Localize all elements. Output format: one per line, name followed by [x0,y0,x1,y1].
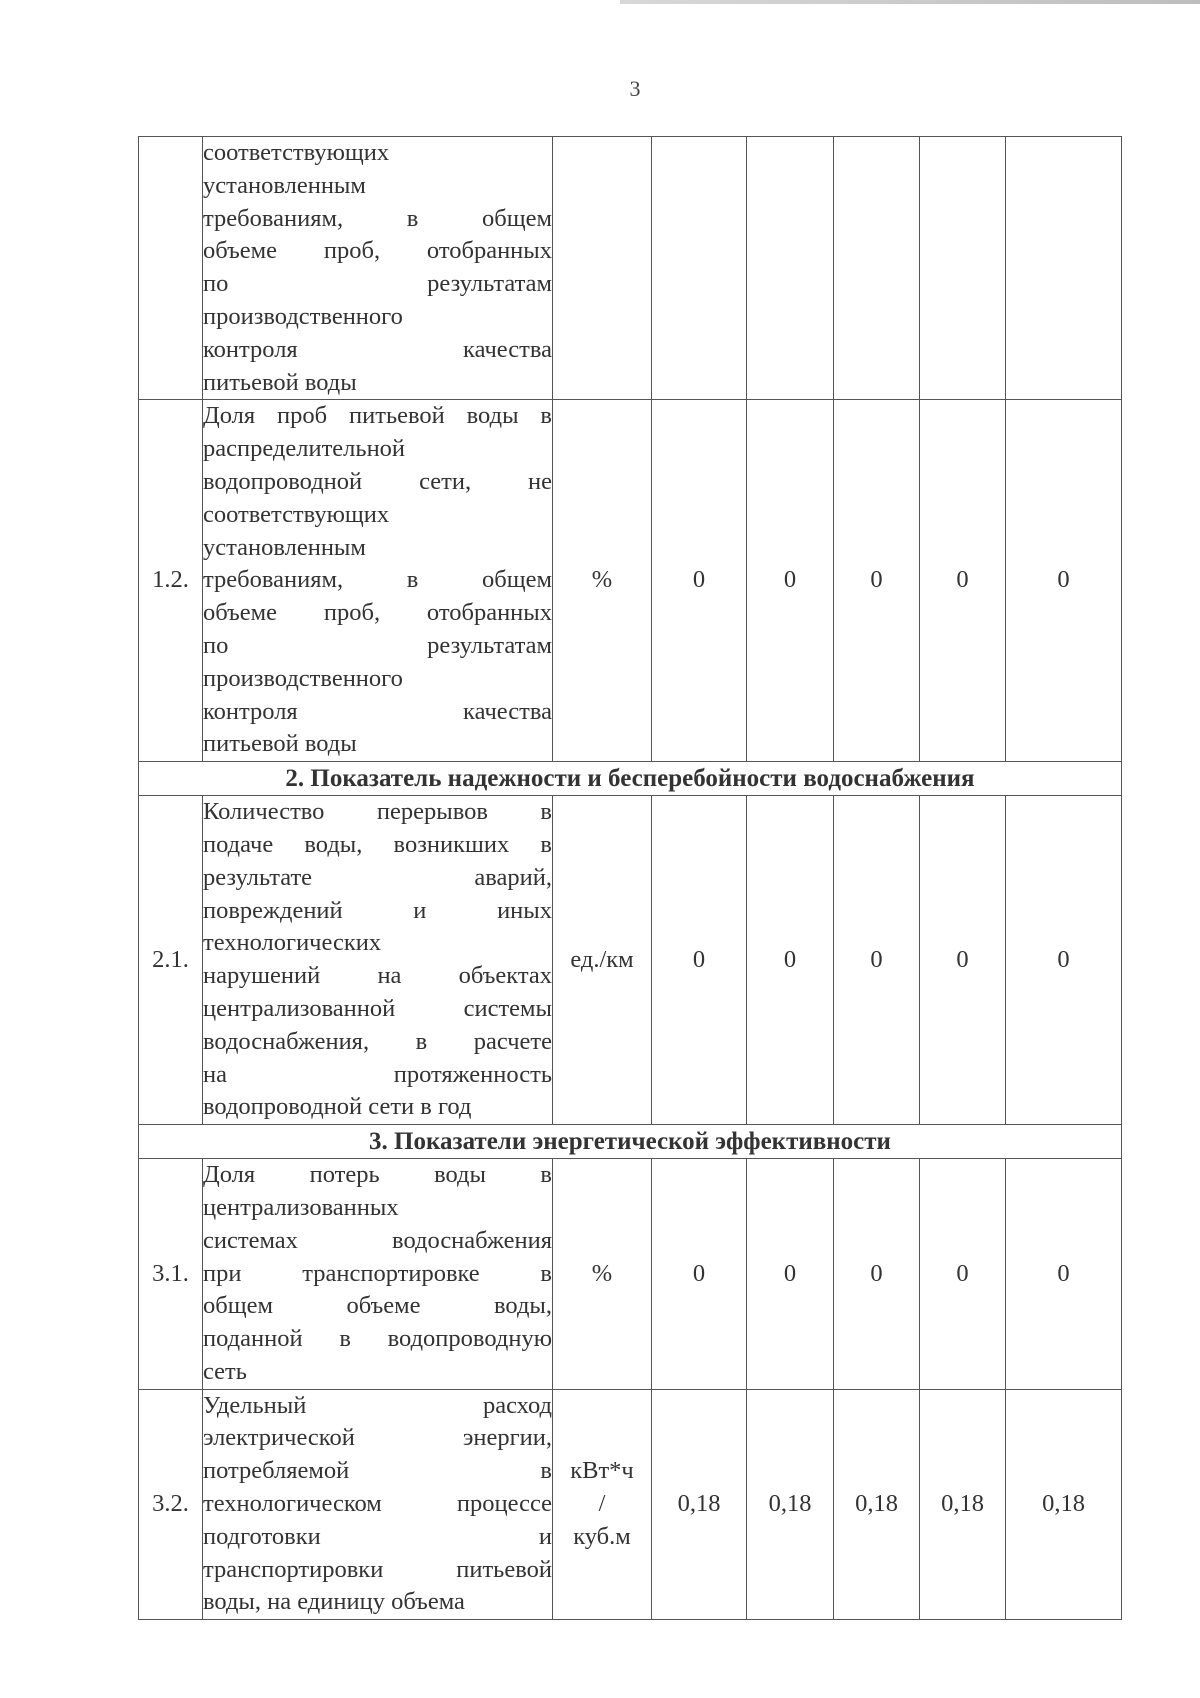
description-line: Количество перерывов в [203,798,552,826]
description-line: электрической энергии, [203,1424,552,1452]
indicator-description [203,1159,553,1390]
description-line: контроля качества [203,697,552,725]
description-line: централизованных [203,1193,399,1221]
description-line: сеть [203,1357,247,1385]
description-line: транспортировки питьевой [203,1555,552,1583]
value-cell: 0 [747,796,834,1125]
value-cell [920,137,1006,400]
unit-cell: ед./км [553,796,652,1125]
value-cell: 0 [1006,400,1122,762]
value-cell: 0,18 [834,1389,920,1620]
description-line: требованиям, в общем [203,566,552,594]
value-cell [747,137,834,400]
description-line: питьевой воды [203,368,357,396]
description-line: потребляемой в [203,1457,552,1485]
row-number [139,137,203,400]
description-line: воды, на единицу объема [203,1588,465,1616]
description-line: требованиям, в общем [203,204,552,232]
value-cell: 0 [920,796,1006,1125]
value-cell: 0 [652,400,747,762]
value-cell: 0 [1006,1159,1122,1390]
table-row [139,137,1122,400]
unit-line: / [598,1490,606,1518]
row-number: 3.2. [139,1389,203,1620]
unit-cell [553,1389,652,1620]
description-line: соответствующих [203,139,390,166]
page-number: 3 [629,76,641,101]
description-line: водопроводной сети, не [203,467,552,495]
description-line: Доля проб питьевой воды в [203,402,552,430]
description-line: на протяженность [203,1060,552,1088]
value-cell: 0,18 [652,1389,747,1620]
description-line: Удельный расход [203,1391,552,1419]
table-row [139,1389,1122,1620]
description-line: установленным [203,171,366,199]
description-line: распределительной [203,435,406,463]
value-cell: 0 [747,1159,834,1390]
description-line: поданной в водопроводную [203,1325,552,1353]
description-line: при транспортировке в [203,1259,552,1287]
description-line: централизованной системы [203,994,552,1022]
value-cell: 0,18 [1006,1389,1122,1620]
description-line: объеме проб, отобранных [203,599,552,627]
description-line: производственного [203,302,403,330]
indicator-description [203,137,553,400]
value-cell: 0 [920,400,1006,762]
table-row [139,1159,1122,1390]
section-title: 3. Показатели энергетической эффективности [139,1125,1122,1159]
description-line: технологическом процессе [203,1490,552,1518]
description-line: системах водоснабжения [203,1226,552,1254]
description-line: соответствующих [203,500,390,528]
description-line: объеме проб, отобранных [203,237,552,265]
description-line: технологических [203,929,382,957]
unit-line: кВт*ч [570,1457,634,1485]
description-line: по результатам [203,631,552,659]
indicator-description [203,400,553,762]
scan-edge-mark [620,0,1200,4]
description-line: Доля потерь воды в [203,1161,552,1189]
description-line: общем объеме воды, [203,1292,552,1320]
section-row [139,762,1122,796]
unit-cell: % [553,400,652,762]
value-cell: 0,18 [920,1389,1006,1620]
description-line: водопроводной сети в год [203,1093,472,1121]
value-cell [1006,137,1122,400]
value-cell [652,137,747,400]
value-cell: 0 [1006,796,1122,1125]
unit-cell: % [553,1159,652,1390]
description-line: нарушений на объектах [203,962,552,990]
description-line: повреждений и иных [203,896,552,924]
description-line: результате аварий, [203,863,552,891]
value-cell: 0,18 [747,1389,834,1620]
value-cell: 0 [834,400,920,762]
description-line: производственного [203,664,403,692]
description-line: по результатам [203,270,552,298]
section-title: 2. Показатель надежности и бесперебойности водоснабжения [139,762,1122,796]
value-cell: 0 [920,1159,1006,1390]
value-cell: 0 [834,796,920,1125]
section-row [139,1125,1122,1159]
description-line: подаче воды, возникших в [203,830,552,858]
value-cell: 0 [652,1159,747,1390]
indicators-table [138,136,1122,1620]
description-line: водоснабжения, в расчете [203,1027,552,1055]
description-line: подготовки и [203,1522,552,1550]
row-number: 3.1. [139,1159,203,1390]
table-row [139,400,1122,762]
indicator-description [203,796,553,1125]
table-row [139,796,1122,1125]
value-cell [834,137,920,400]
value-cell: 0 [834,1159,920,1390]
row-number: 1.2. [139,400,203,762]
row-number: 2.1. [139,796,203,1125]
indicator-description [203,1389,553,1620]
description-line: установленным [203,533,366,561]
unit-line: куб.м [573,1522,631,1550]
table-body [139,137,1122,1620]
description-line: питьевой воды [203,730,357,758]
value-cell: 0 [652,796,747,1125]
description-line: контроля качества [203,335,552,363]
value-cell: 0 [747,400,834,762]
unit-cell [553,137,652,400]
